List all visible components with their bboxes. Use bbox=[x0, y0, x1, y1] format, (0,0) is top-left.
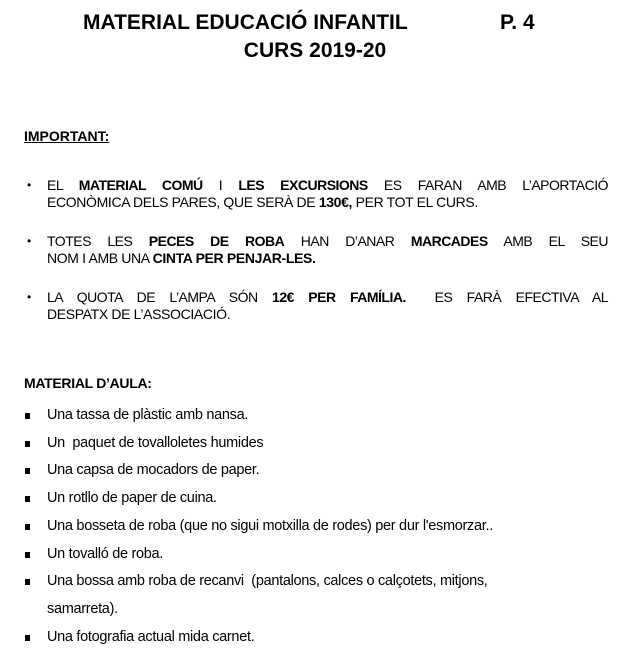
text: ES FARÀ EFECTIVA AL bbox=[405, 289, 609, 305]
bold-text: CINTA PER PENJAR-LES. bbox=[152, 250, 316, 266]
square-bullet-icon bbox=[25, 635, 30, 641]
bold-text: PECES DE ROBA bbox=[148, 233, 285, 249]
list-item bbox=[24, 541, 493, 569]
square-bullet-icon bbox=[25, 496, 30, 502]
bullet-line bbox=[47, 289, 608, 306]
bold-text: MATERIAL COMÚ bbox=[78, 177, 203, 193]
material-heading: MATERIAL D’AULA: bbox=[24, 375, 152, 391]
square-bullet-icon bbox=[25, 552, 30, 558]
text: LA QUOTA DE L’AMPA SÓN bbox=[47, 289, 273, 305]
bullet-icon: • bbox=[27, 290, 32, 304]
text: NOM I AMB UNA bbox=[47, 250, 153, 266]
text: DESPATX DE L’ASSOCIACIÓ. bbox=[47, 306, 231, 322]
list-item-text: Una bosseta de roba (que no sigui motxilla de rodes) per dur l'esmorzar.. bbox=[47, 517, 493, 534]
list-item-text: Una tassa de plàstic amb nansa. bbox=[47, 407, 249, 423]
bullet-line bbox=[47, 194, 608, 211]
bullet-icon: • bbox=[27, 178, 32, 192]
bold-text: 130€, bbox=[318, 194, 353, 210]
text: AMB EL SEU bbox=[487, 233, 608, 249]
text: ECONÒMICA DELS PARES, QUE SERÀ DE bbox=[47, 194, 319, 210]
list-item bbox=[24, 402, 493, 430]
bold-text: LES EXCURSIONS bbox=[238, 177, 368, 193]
text: HAN D’ANAR bbox=[284, 233, 411, 249]
list-item-text: Un paquet de tovalloletes humides bbox=[47, 434, 264, 451]
text: PER TOT EL CURS. bbox=[352, 194, 478, 210]
important-heading: IMPORTANT: bbox=[24, 128, 110, 144]
bullet-line bbox=[47, 306, 608, 323]
list-item bbox=[24, 624, 493, 652]
square-bullet-icon bbox=[25, 579, 30, 585]
bullet-icon: • bbox=[27, 234, 32, 248]
list-item-text: Un tovalló de roba. bbox=[47, 545, 164, 562]
text: ES FARAN AMB L’APORTACIÓ bbox=[367, 177, 608, 193]
list-item-text: samarreta). bbox=[47, 600, 118, 617]
text: I bbox=[202, 177, 239, 193]
square-bullet-icon bbox=[25, 441, 30, 447]
text: TOTES LES bbox=[47, 233, 149, 249]
square-bullet-icon bbox=[25, 524, 30, 530]
square-bullet-icon bbox=[25, 413, 30, 419]
list-item-text: Una capsa de mocadors de paper. bbox=[47, 462, 260, 479]
list-item bbox=[24, 513, 493, 541]
document-title: MATERIAL EDUCACIÓ INFANTIL bbox=[83, 11, 408, 34]
list-item-text: Un rotllo de paper de cuina. bbox=[47, 490, 217, 507]
list-item-text: Una bossa amb roba de recanvi (pantalons, calces o calçotets, mitjons, bbox=[47, 573, 488, 590]
square-bullet-icon bbox=[25, 468, 30, 474]
important-bullet bbox=[27, 233, 608, 267]
bullet-line bbox=[47, 177, 608, 194]
text: EL bbox=[47, 177, 79, 193]
list-item bbox=[24, 568, 493, 623]
bullet-line bbox=[47, 233, 608, 250]
material-list bbox=[24, 402, 493, 651]
important-bullet bbox=[27, 289, 608, 323]
list-item bbox=[24, 430, 493, 458]
page-label: P. 4 bbox=[500, 11, 535, 34]
bullet-line bbox=[47, 250, 608, 267]
bold-text: MARCADES bbox=[410, 233, 488, 249]
bold-text: 12€ PER FAMÍLIA. bbox=[272, 289, 406, 305]
list-item-text: Una fotografia actual mida carnet. bbox=[47, 628, 255, 645]
important-bullet bbox=[27, 177, 608, 211]
list-item bbox=[24, 457, 493, 485]
course-year: CURS 2019-20 bbox=[243, 39, 387, 62]
list-item bbox=[24, 485, 493, 513]
